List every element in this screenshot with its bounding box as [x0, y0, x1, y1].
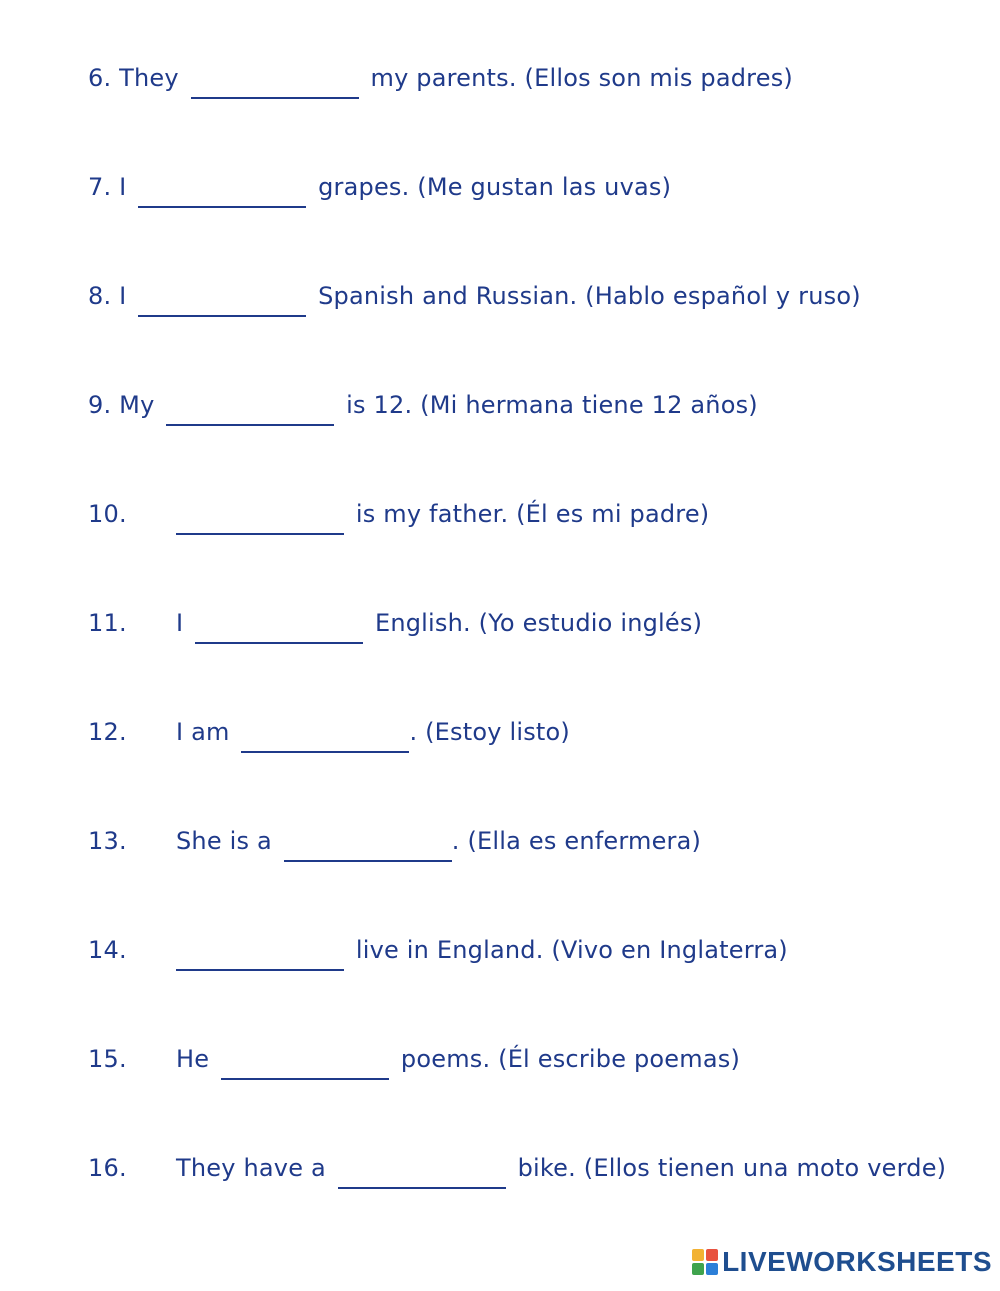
prompt-after: . (Ella es enfermera): [451, 827, 702, 855]
exercise-line: [88, 930, 788, 970]
answer-blank[interactable]: [138, 180, 306, 208]
brand-logo: [692, 1245, 992, 1279]
item-number: 15.: [88, 1045, 127, 1073]
exercise-line: [88, 385, 758, 425]
exercise-line: [88, 494, 709, 534]
prompt-after: is 12. (Mi hermana tiene 12 años): [346, 391, 758, 419]
answer-blank[interactable]: [191, 71, 359, 99]
prompt-before: They have a: [176, 1154, 326, 1182]
prompt-after: live in England. (Vivo en Inglaterra): [355, 936, 788, 964]
prompt-after: Spanish and Russian. (Hablo español y ruso): [318, 282, 861, 310]
answer-blank[interactable]: [176, 507, 344, 535]
answer-blank[interactable]: [176, 943, 344, 971]
prompt-after: my parents. (Ellos son mis padres): [370, 64, 793, 92]
brand-name: LIVEWORKSHEETS: [722, 1246, 992, 1277]
prompt-before: My: [119, 391, 155, 419]
prompt-before: He: [176, 1045, 210, 1073]
prompt-after: is my father. (Él es mi padre): [355, 500, 710, 528]
prompt-before: I: [176, 609, 184, 637]
answer-blank[interactable]: [241, 725, 409, 753]
exercise-line: [88, 1148, 946, 1188]
answer-blank[interactable]: [284, 834, 452, 862]
item-number: 16.: [88, 1154, 127, 1182]
answer-blank[interactable]: [221, 1052, 389, 1080]
answer-blank[interactable]: [338, 1161, 506, 1189]
prompt-after: grapes. (Me gustan las uvas): [318, 173, 672, 201]
prompt-before: I am: [176, 718, 230, 746]
exercise-line: [88, 712, 570, 752]
item-number: 11.: [88, 609, 127, 637]
exercise-line: [88, 276, 861, 316]
prompt-before: She is a: [176, 827, 272, 855]
prompt-after: English. (Yo estudio inglés): [374, 609, 703, 637]
exercise-line: [88, 1039, 740, 1079]
item-number: 12.: [88, 718, 127, 746]
prompt-before: I: [119, 282, 127, 310]
prompt-before: I: [119, 173, 127, 201]
answer-blank[interactable]: [166, 398, 334, 426]
answer-blank[interactable]: [138, 289, 306, 317]
prompt-after: . (Estoy listo): [409, 718, 570, 746]
answer-blank[interactable]: [195, 616, 363, 644]
exercise-line: [88, 58, 793, 98]
exercise-line: [88, 167, 671, 207]
item-number: 14.: [88, 936, 127, 964]
prompt-before: They: [119, 64, 179, 92]
item-number: 10.: [88, 500, 127, 528]
item-number: 6.: [88, 64, 112, 92]
prompt-after: poems. (Él escribe poemas): [400, 1045, 741, 1073]
logo-icon: [692, 1249, 718, 1275]
exercise-line: [88, 821, 701, 861]
prompt-after: bike. (Ellos tienen una moto verde): [517, 1154, 947, 1182]
item-number: 8.: [88, 282, 112, 310]
item-number: 9.: [88, 391, 112, 419]
item-number: 13.: [88, 827, 127, 855]
exercise-line: [88, 603, 702, 643]
item-number: 7.: [88, 173, 112, 201]
